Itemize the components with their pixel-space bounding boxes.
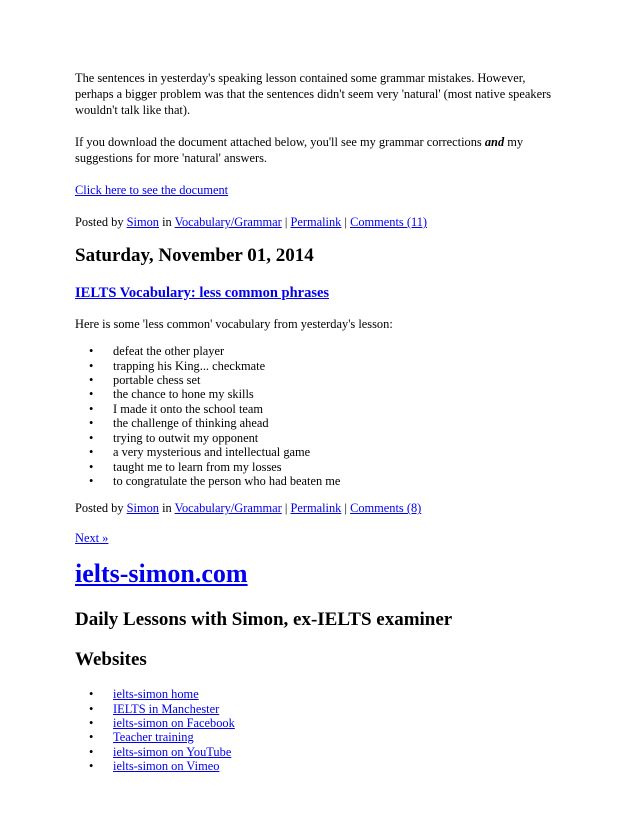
site-tagline: Daily Lessons with Simon, ex-IELTS examiner <box>75 608 453 630</box>
websites-list <box>75 687 565 773</box>
list-item: • taught me to learn from my losses <box>89 459 282 474</box>
list-item <box>75 745 565 759</box>
vocabulary-list <box>75 344 565 488</box>
bullet-icon: • <box>89 430 94 445</box>
permalink-link[interactable]: Permalink <box>290 501 342 516</box>
website-link[interactable]: ielts-simon on Vimeo <box>113 759 220 774</box>
website-link[interactable]: ielts-simon on YouTube <box>113 744 232 759</box>
list-item: • the chance to hone my skills <box>89 387 254 402</box>
post-footer <box>75 214 565 230</box>
post-title <box>75 284 565 302</box>
category-link[interactable]: Vocabulary/Grammar <box>174 215 282 229</box>
site-title <box>75 558 565 590</box>
category-link[interactable]: Vocabulary/Grammar <box>174 501 282 516</box>
bullet-icon: • <box>89 373 94 388</box>
bullet-icon: • <box>89 416 94 431</box>
bullet-icon: • <box>89 459 94 474</box>
bullet-icon: • <box>89 401 94 416</box>
bullet-icon: • <box>89 744 94 759</box>
author-link[interactable]: Simon <box>126 501 160 516</box>
list-item: • the challenge of thinking ahead <box>89 416 269 431</box>
bullet-icon: • <box>89 445 94 460</box>
list-item <box>75 687 565 701</box>
list-item <box>75 759 565 773</box>
list-item <box>75 716 565 730</box>
list-item: • a very mysterious and intellectual game <box>89 445 311 460</box>
bullet-icon: • <box>89 473 94 488</box>
websites-heading: Websites <box>75 648 147 670</box>
list-item: • I made it onto the school team <box>89 401 264 416</box>
bullet-icon: • <box>89 730 94 745</box>
post-text: my suggestions for more 'natural' answers. <box>75 135 524 165</box>
comments-link[interactable]: Comments (8) <box>350 501 422 516</box>
list-item: • portable chess set <box>89 373 201 388</box>
post-intro: Here is some 'less common' vocabulary from yesterday's lesson: <box>75 317 393 332</box>
separator: | <box>341 501 351 516</box>
posted-by-label: Posted by <box>75 501 127 516</box>
bullet-icon: • <box>89 687 94 702</box>
see-document-link[interactable]: Click here to see the document <box>75 183 229 197</box>
list-item: • to congratulate the person who had beaten me <box>89 473 341 488</box>
post-footer <box>75 500 565 516</box>
bullet-icon: • <box>89 387 94 402</box>
website-link[interactable]: IELTS in Manchester <box>113 701 220 716</box>
document-link-row <box>75 182 565 198</box>
website-link[interactable]: Teacher training <box>113 730 194 745</box>
post-text: If you download the document attached below, you'll see my grammar corrections <box>75 135 485 149</box>
bullet-icon: • <box>89 716 94 731</box>
list-item: • defeat the other player <box>89 344 225 359</box>
list-item: • trapping his King... checkmate <box>89 358 266 373</box>
in-label: in <box>159 501 175 516</box>
post-paragraph: The sentences in yesterday's speaking lesson contained some grammar mistakes. However, perhaps a bigger problem was that the sentences didn't seem very 'natural' (most native speakers wouldn't talk like that). <box>75 71 552 117</box>
bullet-icon: • <box>89 344 94 359</box>
list-item <box>75 702 565 716</box>
list-item: • trying to outwit my opponent <box>89 430 259 445</box>
website-link[interactable]: ielts-simon on Facebook <box>113 716 235 731</box>
website-link[interactable]: ielts-simon home <box>113 687 199 702</box>
bullet-icon: • <box>89 759 94 774</box>
posted-by-label: Posted by <box>75 215 127 229</box>
post-title-link[interactable]: IELTS Vocabulary: less common phrases <box>75 284 330 301</box>
post-paragraph <box>75 134 565 166</box>
list-item <box>75 730 565 744</box>
separator: | <box>281 501 291 516</box>
in-label: in <box>159 215 175 229</box>
comments-link[interactable]: Comments (11) <box>350 215 428 229</box>
site-title-link[interactable]: ielts-simon.com <box>75 559 248 589</box>
bullet-icon: • <box>89 701 94 716</box>
separator: | <box>341 215 351 229</box>
pagination <box>75 530 565 546</box>
author-link[interactable]: Simon <box>126 215 160 229</box>
separator: | <box>281 215 291 229</box>
emphasis-text: and <box>484 135 505 149</box>
page-content <box>75 70 565 774</box>
bullet-icon: • <box>89 358 94 373</box>
next-page-link[interactable]: Next » <box>75 531 109 546</box>
permalink-link[interactable]: Permalink <box>290 215 342 229</box>
date-heading: Saturday, November 01, 2014 <box>75 245 314 266</box>
